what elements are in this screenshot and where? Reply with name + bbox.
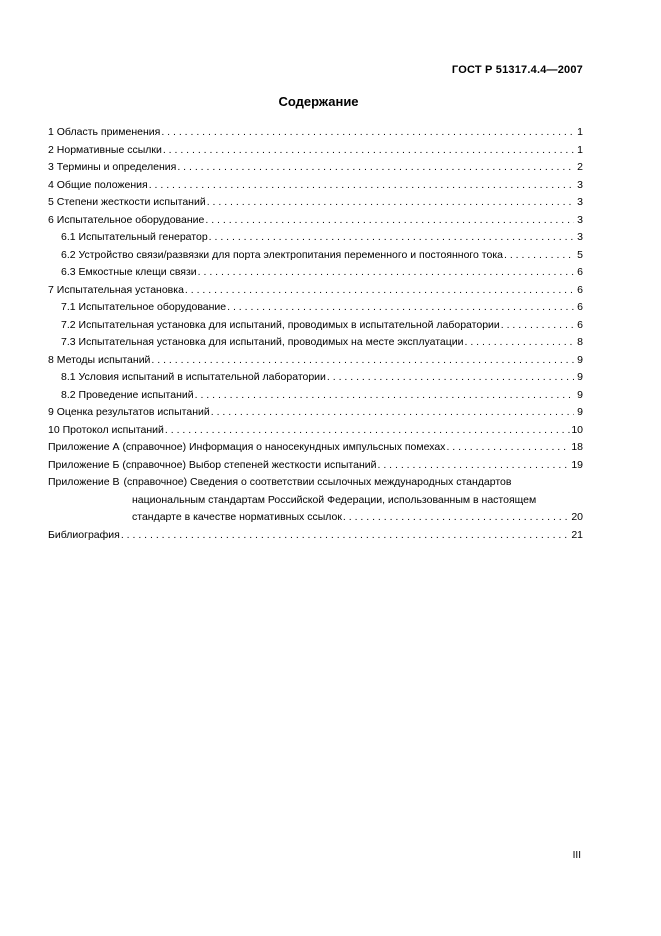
toc-entry-page: 6 [577, 266, 583, 278]
toc-entry-4[interactable] [48, 177, 583, 195]
toc-entry-text: Проведение испытаний [78, 388, 194, 401]
toc-entry-text: Степени жесткости испытаний [56, 196, 206, 208]
toc-appendix-b[interactable] [48, 457, 583, 475]
toc-entry-text: Испытательная установка [56, 283, 184, 296]
appendix-prefix: Приложение Б [48, 458, 120, 471]
toc-entry-number: 5 [48, 196, 54, 208]
toc-entry-6[interactable] [48, 212, 583, 230]
toc-entry-5[interactable] [48, 194, 583, 212]
toc-entry-page: 9 [577, 388, 583, 401]
toc-entry-page: 6 [577, 301, 583, 313]
leader-dots [209, 229, 574, 247]
toc-entry-page: 9 [577, 353, 583, 366]
toc-entry-page: 8 [577, 336, 583, 348]
toc-entry-page: 21 [571, 528, 583, 541]
leader-dots [343, 509, 570, 527]
leader-dots [161, 124, 574, 142]
toc-entry-page: 6 [577, 318, 583, 331]
toc-entry-text: Нормативные ссылки [56, 143, 162, 156]
toc-entry-number: 10 [48, 423, 60, 436]
toc-entry-7-1[interactable] [48, 299, 583, 317]
leader-dots [377, 457, 570, 475]
toc-entry-text: Оценка результатов испытаний [56, 406, 210, 418]
toc-entry-7-3[interactable] [48, 334, 583, 352]
toc-entry-9[interactable] [48, 404, 583, 422]
appendix-text-line-3: стандарте в качестве нормативных ссылок [132, 511, 342, 523]
toc-entry-text: Условия испытаний в испытательной лаборатории [78, 371, 326, 383]
toc-entry-page: 2 [577, 161, 583, 173]
page-title: Содержание [278, 94, 359, 109]
toc-entry-8-1[interactable] [48, 369, 583, 387]
leader-dots [211, 404, 574, 422]
leader-dots [504, 247, 574, 265]
toc-entry-page: 3 [577, 178, 583, 191]
leader-dots [121, 527, 570, 545]
leader-dots [205, 212, 574, 230]
toc-entry-3[interactable] [48, 159, 583, 177]
toc-entry-2[interactable] [48, 142, 583, 160]
toc-entry-page: 3 [577, 231, 583, 243]
toc-appendix-a[interactable] [48, 439, 583, 457]
document-id: ГОСТ Р 51317.4.4—2007 [451, 64, 583, 76]
toc-entry-text: Испытательная установка для испытаний, проводимых на месте эксплуатации [78, 336, 464, 348]
leader-dots [446, 439, 570, 457]
appendix-text-line-2: национальным стандартам Российской Федерации, использованным в настоящем [132, 493, 537, 506]
toc-entry-6-2[interactable] [48, 247, 583, 265]
toc-entry-6-1[interactable] [48, 229, 583, 247]
leader-dots [501, 317, 574, 335]
toc-entry-page: 20 [571, 511, 583, 523]
toc-entry-page: 1 [577, 126, 583, 138]
toc-entry-text: Испытательная установка для испытаний, проводимых в испытательной лаборатории [78, 318, 500, 331]
toc-entry-text: Испытательный генератор [78, 231, 208, 243]
toc-entry-number: 7.3 [61, 336, 76, 348]
toc-entry-text: Область применения [56, 126, 161, 138]
toc-bibliography[interactable] [48, 527, 583, 545]
toc-entry-number: 8.1 [61, 371, 76, 383]
toc-entry-text: Термины и определения [56, 161, 177, 173]
toc-entry-number: 6.1 [61, 231, 76, 243]
toc-entry-6-3[interactable] [48, 264, 583, 282]
appendix-prefix: Приложение А [48, 441, 120, 453]
toc-entry-7-2[interactable] [48, 317, 583, 335]
toc-entry-number: 8 [48, 353, 54, 366]
toc-entry-page: 9 [577, 406, 583, 418]
toc-entry-text: Емкостные клещи связи [78, 266, 197, 278]
toc-entry-10[interactable] [48, 422, 583, 440]
table-of-contents [48, 124, 583, 544]
toc-entry-text: Протокол испытаний [62, 423, 164, 436]
toc-entry-text: Испытательное оборудование [78, 301, 227, 313]
leader-dots [177, 159, 574, 177]
toc-entry-page: 3 [577, 196, 583, 208]
toc-entry-number: 7 [48, 283, 54, 296]
appendix-text: (справочное) Информация о наносекундных импульсных помехах [122, 441, 446, 453]
appendix-text: (справочное) Выбор степеней жесткости испытаний [122, 458, 377, 471]
appendix-v-last-line [132, 509, 583, 527]
toc-entry-number: 6 [48, 213, 54, 226]
leader-dots [163, 142, 574, 160]
toc-entry-number: 8.2 [61, 388, 76, 401]
leader-dots [165, 422, 570, 440]
toc-entry-number: 7.2 [61, 318, 76, 331]
toc-entry-page: 18 [571, 441, 583, 453]
appendix-text-line-1: (справочное) Сведения о соответствии ссылочных международных стандартов [123, 476, 512, 488]
leader-dots [198, 264, 574, 282]
bibliography-text: Библиография [48, 528, 120, 541]
leader-dots [327, 369, 574, 387]
leader-dots [465, 334, 574, 352]
toc-entry-1[interactable] [48, 124, 583, 142]
appendix-v-continuation [48, 492, 583, 527]
toc-entry-number: 3 [48, 161, 54, 173]
toc-entry-text: Устройство связи/развязки для порта электропитания переменного и постоянного тока [78, 248, 503, 261]
appendix-prefix: Приложение В [48, 476, 120, 488]
toc-entry-number: 1 [48, 126, 54, 138]
toc-entry-page: 1 [577, 143, 583, 156]
leader-dots [149, 177, 574, 195]
leader-dots [195, 387, 574, 405]
toc-entry-page: 6 [577, 283, 583, 296]
toc-entry-8-2[interactable] [48, 387, 583, 405]
toc-entry-number: 4 [48, 178, 54, 191]
toc-entry-page: 3 [577, 213, 583, 226]
toc-entry-page: 19 [571, 458, 583, 471]
toc-entry-8[interactable] [48, 352, 583, 370]
toc-entry-number: 6.2 [61, 248, 76, 261]
toc-appendix-v[interactable] [48, 474, 583, 492]
toc-entry-7[interactable] [48, 282, 583, 300]
toc-entry-number: 6.3 [61, 266, 76, 278]
toc-entry-page: 5 [577, 248, 583, 261]
toc-entry-page: 9 [577, 371, 583, 383]
toc-entry-number: 2 [48, 143, 54, 156]
toc-entry-number: 7.1 [61, 301, 76, 313]
toc-entry-text: Общие положения [56, 178, 148, 191]
leader-dots [207, 194, 574, 212]
page-number: III [572, 850, 581, 861]
toc-entry-text: Методы испытаний [56, 353, 151, 366]
leader-dots [185, 282, 574, 300]
leader-dots [151, 352, 574, 370]
toc-entry-text: Испытательное оборудование [56, 213, 205, 226]
toc-entry-number: 9 [48, 406, 54, 418]
toc-entry-page: 10 [571, 423, 583, 436]
leader-dots [227, 299, 574, 317]
